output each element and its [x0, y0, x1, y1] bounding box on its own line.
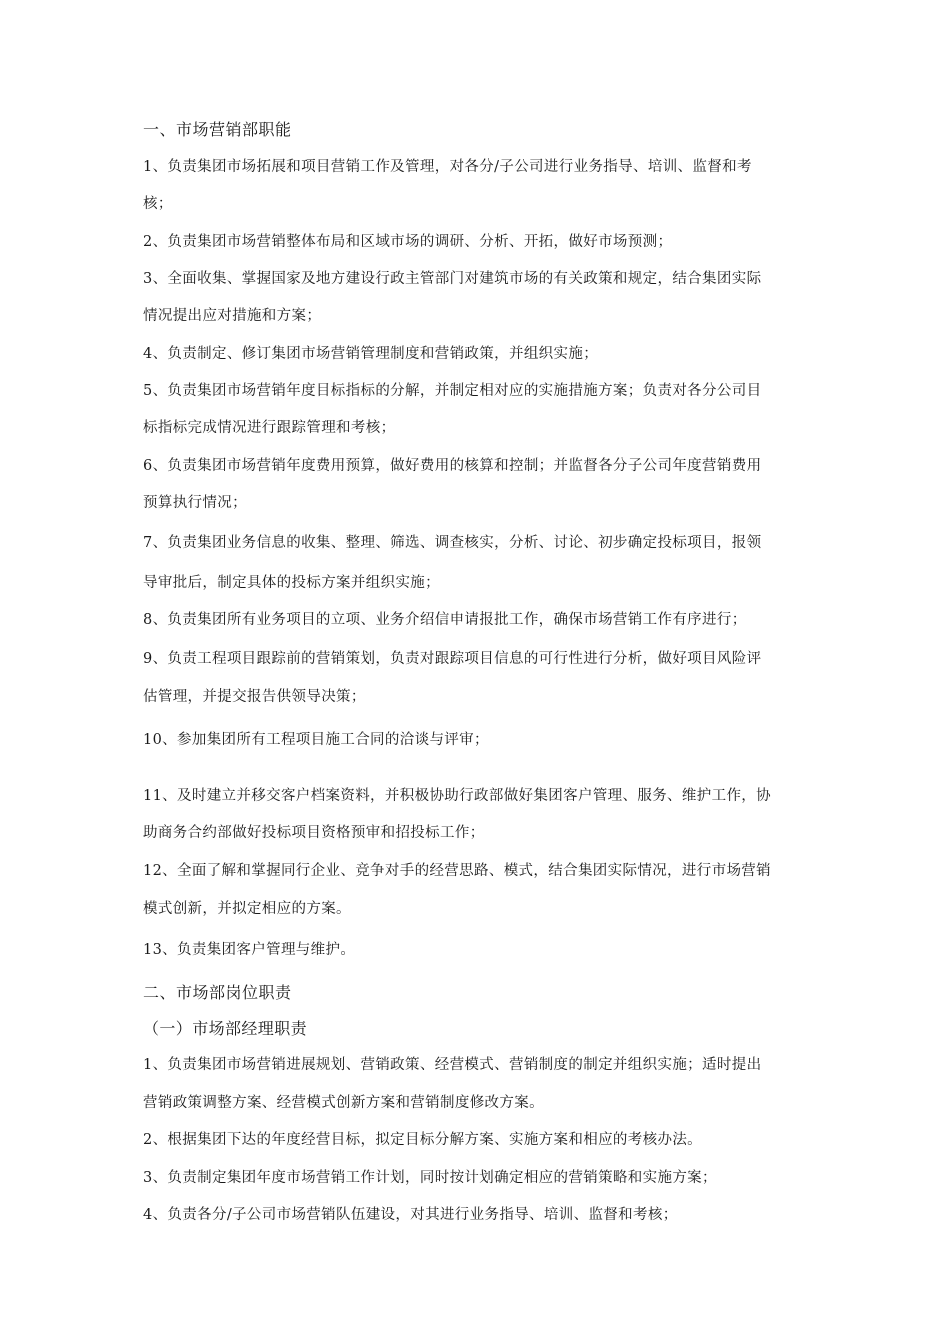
paragraph-line: 13、负责集团客户管理与维护。 [143, 942, 356, 958]
paragraph-line: 6、负责集团市场营销年度费用预算，做好费用的核算和控制；并监督各分子公司年度营销费用 [143, 458, 762, 474]
paragraph-line: 3、全面收集、掌握国家及地方建设行政主管部门对建筑市场的有关政策和规定，结合集团实际 [143, 271, 762, 287]
paragraph-line: 9、负责工程项目跟踪前的营销策划，负责对跟踪项目信息的可行性进行分析，做好项目风险评 [143, 651, 762, 667]
paragraph-line: 预算执行情况； [143, 495, 247, 511]
paragraph-line: 情况提出应对措施和方案； [143, 308, 322, 324]
paragraph-line: 核； [143, 196, 173, 212]
paragraph-line: 4、负责制定、修订集团市场营销管理制度和营销政策，并组织实施； [143, 346, 599, 362]
section-heading-1: 一、市场营销部职能 [143, 120, 292, 139]
paragraph-line: 11、及时建立并移交客户档案资料，并积极协助行政部做好集团客户管理、服务、维护工作，协 [143, 788, 771, 804]
paragraph-line: 1、负责集团市场营销进展规划、营销政策、经营模式、营销制度的制定并组织实施；适时提出 [143, 1057, 762, 1073]
paragraph-line: 8、负责集团所有业务项目的立项、业务介绍信申请报批工作，确保市场营销工作有序进行； [143, 612, 747, 628]
paragraph-line: 助商务合约部做好投标项目资格预审和招投标工作； [143, 825, 485, 841]
paragraph-line: 12、全面了解和掌握同行企业、竞争对手的经营思路、模式，结合集团实际情况，进行市场营销 [143, 863, 771, 879]
paragraph-line: 4、负责各分/子公司市场营销队伍建设，对其进行业务指导、培训、监督和考核； [143, 1207, 678, 1223]
paragraph-line: 7、负责集团业务信息的收集、整理、筛选、调查核实，分析、讨论、初步确定投标项目，报领 [143, 535, 762, 551]
paragraph-line: 标指标完成情况进行跟踪管理和考核； [143, 420, 396, 436]
paragraph-line: 营销政策调整方案、经营模式创新方案和营销制度修改方案。 [143, 1095, 544, 1111]
paragraph-line: 估管理，并提交报告供领导决策； [143, 689, 366, 705]
paragraph-line: 3、负责制定集团年度市场营销工作计划，同时按计划确定相应的营销策略和实施方案； [143, 1170, 717, 1186]
paragraph-line: 5、负责集团市场营销年度目标指标的分解，并制定相对应的实施措施方案；负责对各分公司目 [143, 383, 762, 399]
paragraph-line: 模式创新，并拟定相应的方案。 [143, 901, 351, 917]
section-heading-2: 二、市场部岗位职责 [143, 983, 292, 1002]
paragraph-line: 10、参加集团所有工程项目施工合同的洽谈与评审； [143, 732, 489, 748]
paragraph-line: 导审批后，制定具体的投标方案并组织实施； [143, 575, 440, 591]
paragraph-line: 2、负责集团市场营销整体布局和区域市场的调研、分析、开拓，做好市场预测； [143, 234, 673, 250]
paragraph-line: 1、负责集团市场拓展和项目营销工作及管理，对各分/子公司进行业务指导、培训、监督和考 [143, 159, 752, 175]
paragraph-line: 2、根据集团下达的年度经营目标，拟定目标分解方案、实施方案和相应的考核办法。 [143, 1132, 703, 1148]
subsection-heading-1: （一）市场部经理职责 [143, 1019, 308, 1038]
